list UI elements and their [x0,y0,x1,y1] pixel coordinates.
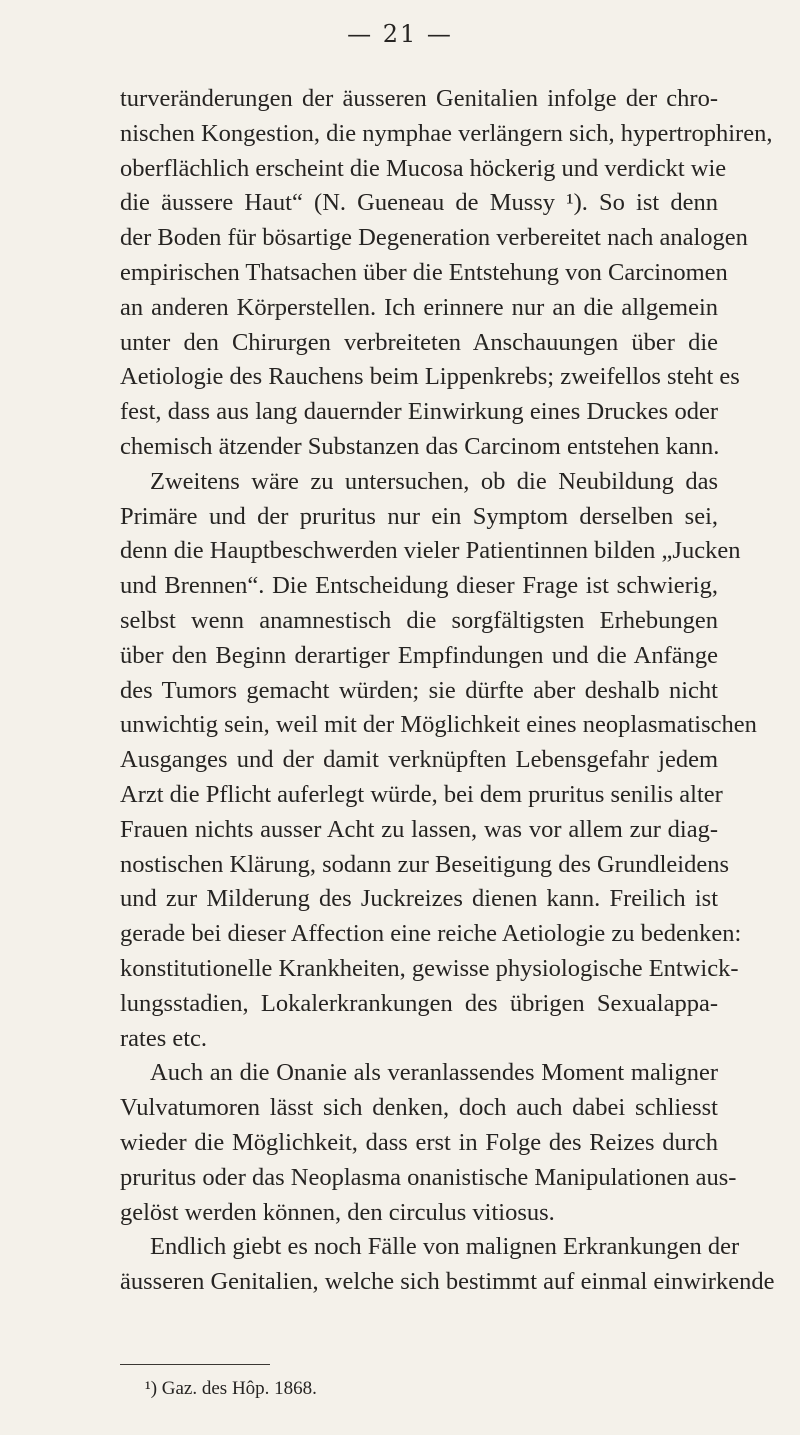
text-line: Frauen nichts ausser Acht zu lassen, was vor allem zur diag- [120,815,718,843]
text-line: an anderen Körperstellen. Ich erinnere nur an die allgemein [120,293,718,321]
text-line: Auch an die Onanie als veranlassendes Moment maligner [150,1059,718,1087]
text-line: lungsstadien, Lokalerkrankungen des übrigen Sexualappa- [120,989,718,1017]
text-line: chemisch ätzender Substanzen das Carcinom entstehen kann. [120,432,720,460]
text-line: gerade bei dieser Affection eine reiche Aetiologie zu bedenken: [120,920,742,948]
text-line: rates etc. [120,1024,208,1052]
text-line: Primäre und der pruritus nur ein Symptom derselben sei, [120,502,718,530]
page-number: — 21 — [347,20,453,48]
text-line: wieder die Möglichkeit, dass erst in Folge des Reizes durch [120,1128,718,1156]
text-line: konstitutionelle Krankheiten, gewisse physiologische Entwick- [120,954,739,982]
text-line: und zur Milderung des Juckreizes dienen kann. Freilich ist [120,885,718,913]
text-line: pruritus oder das Neoplasma onanistische Manipulationen aus- [120,1163,737,1191]
text-line: unwichtig sein, weil mit der Möglichkeit eines neoplasmatischen [120,711,757,739]
text-line: und Brennen“. Die Entscheidung dieser Frage ist schwierig, [120,572,718,600]
text-line: nischen Kongestion, die nymphae verlängern sich, hypertrophiren, [120,119,773,147]
footnote-divider [120,1364,270,1365]
text-line: Vulvatumoren lässt sich denken, doch auch dabei schliesst [120,1094,718,1122]
text-line: nostischen Klärung, sodann zur Beseitigung des Grundleidens [120,850,729,878]
text-line: äusseren Genitalien, welche sich bestimmt auf einmal einwirkende [120,1268,775,1296]
footnote: ¹) Gaz. des Hôp. 1868. [145,1378,317,1399]
text-line: Ausganges und der damit verknüpften Lebensgefahr jedem [120,746,718,774]
text-line: empirischen Thatsachen über die Entstehung von Carcinomen [120,258,728,286]
text-line: denn die Hauptbeschwerden vieler Patientinnen bilden „Jucken [120,537,741,565]
text-line: selbst wenn anamnestisch die sorgfältigsten Erhebungen [120,606,718,634]
text-line: der Boden für bösartige Degeneration verbereitet nach analogen [120,224,748,252]
text-line: Aetiologie des Rauchens beim Lippenkrebs; zweifellos steht es [120,363,740,391]
text-line: fest, dass aus lang dauernder Einwirkung eines Druckes oder [120,398,718,426]
text-line: Endlich giebt es noch Fälle von malignen Erkrankungen der [150,1233,740,1261]
text-line: unter den Chirurgen verbreiteten Anschauungen über die [120,328,718,356]
text-line: über den Beginn derartiger Empfindungen und die Anfänge [120,641,718,669]
text-line: des Tumors gemacht würden; sie dürfte aber deshalb nicht [120,676,718,704]
body-text [120,82,775,1300]
text-line: die äussere Haut“ (N. Gueneau de Mussy ¹). So ist denn [120,189,718,217]
text-line: oberflächlich erscheint die Mucosa höckerig und verdickt wie [120,154,727,182]
text-line: Arzt die Pflicht auferlegt würde, bei dem pruritus senilis alter [120,780,723,808]
text-line: gelöst werden können, den circulus vitiosus. [120,1198,555,1226]
text-line: turveränderungen der äusseren Genitalien infolge der chro- [120,85,718,112]
text-line: Zweitens wäre zu untersuchen, ob die Neubildung das [150,467,718,495]
